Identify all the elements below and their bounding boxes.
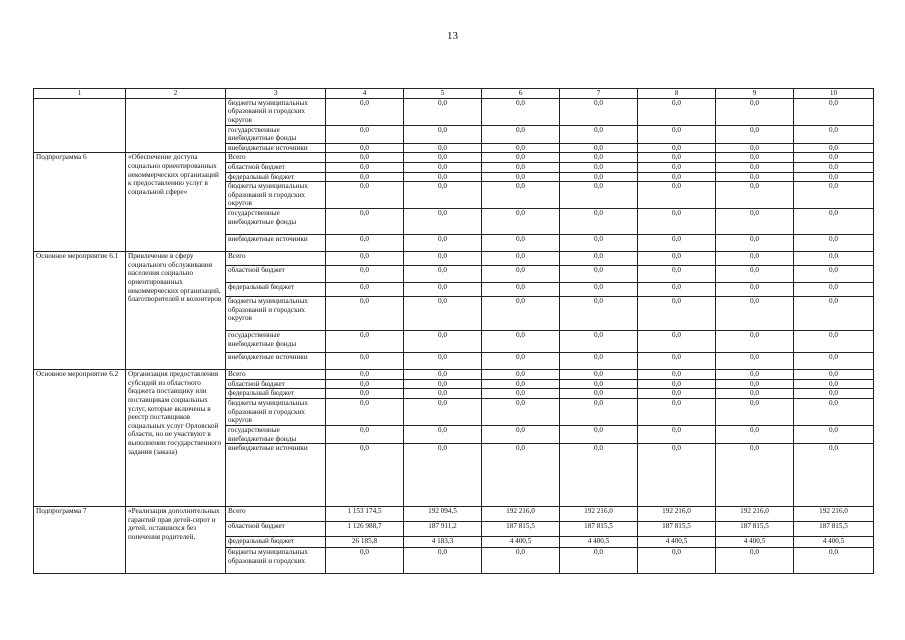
value-cell: 0,0: [560, 389, 638, 399]
value-cell: 4 400,5: [638, 537, 716, 548]
program-name-cell: Подпрограмма 6: [34, 153, 126, 252]
value-cell: 0,0: [326, 425, 404, 443]
value-cell: 187 815,5: [794, 522, 874, 537]
value-cell: 0,0: [404, 98, 482, 125]
value-cell: 192 216,0: [638, 507, 716, 522]
value-cell: 0,0: [794, 162, 874, 172]
value-cell: 0,0: [794, 182, 874, 209]
value-cell: 0,0: [638, 162, 716, 172]
value-cell: 0,0: [638, 331, 716, 353]
value-cell: 187 815,5: [560, 522, 638, 537]
value-cell: 0,0: [482, 425, 560, 443]
funding-source-cell: Всего: [226, 252, 326, 266]
program-title-cell: «Обеспечение доступа социально ориентированных некоммерческих организаций к предоставлению услуг в социальной сфере»: [126, 153, 226, 252]
value-cell: 0,0: [560, 425, 638, 443]
funding-source-cell: федеральный бюджет: [226, 172, 326, 182]
funding-source-cell: внебюджетные источники: [226, 235, 326, 252]
value-cell: 0,0: [794, 548, 874, 574]
value-cell: 0,0: [404, 379, 482, 389]
value-cell: 0,0: [560, 235, 638, 252]
value-cell: 192 094,5: [404, 507, 482, 522]
value-cell: 0,0: [326, 125, 404, 143]
value-cell: 0,0: [638, 125, 716, 143]
value-cell: 0,0: [638, 252, 716, 266]
funding-source-cell: государственные внебюджетные фонды: [226, 209, 326, 235]
value-cell: 0,0: [638, 389, 716, 399]
value-cell: 0,0: [482, 266, 560, 283]
value-cell: 0,0: [482, 398, 560, 425]
value-cell: 0,0: [326, 379, 404, 389]
funding-source-cell: Всего: [226, 370, 326, 380]
value-cell: 0,0: [326, 389, 404, 399]
value-cell: 0,0: [404, 353, 482, 370]
budget-table-wrapper: [33, 88, 873, 574]
value-cell: 0,0: [482, 297, 560, 331]
value-cell: 0,0: [482, 209, 560, 235]
value-cell: 0,0: [794, 353, 874, 370]
value-cell: 0,0: [638, 353, 716, 370]
header-row: [34, 89, 874, 99]
value-cell: 0,0: [794, 297, 874, 331]
value-cell: 0,0: [326, 370, 404, 380]
funding-source-cell: Всего: [226, 153, 326, 163]
value-cell: 0,0: [326, 283, 404, 297]
value-cell: 0,0: [638, 182, 716, 209]
value-cell: 0,0: [482, 370, 560, 380]
value-cell: 0,0: [716, 353, 794, 370]
program-name-cell: [34, 98, 126, 153]
funding-source-cell: государственные внебюджетные фонды: [226, 425, 326, 443]
value-cell: 0,0: [716, 389, 794, 399]
funding-source-cell: Всего: [226, 507, 326, 522]
value-cell: 0,0: [326, 182, 404, 209]
value-cell: 0,0: [794, 398, 874, 425]
value-cell: 0,0: [638, 548, 716, 574]
budget-table: [33, 88, 874, 574]
value-cell: 0,0: [404, 209, 482, 235]
value-cell: 0,0: [716, 398, 794, 425]
value-cell: 0,0: [326, 297, 404, 331]
col-header: 8: [638, 89, 716, 99]
col-header: 2: [126, 89, 226, 99]
value-cell: 0,0: [404, 297, 482, 331]
value-cell: 0,0: [638, 98, 716, 125]
value-cell: 0,0: [794, 235, 874, 252]
value-cell: 0,0: [482, 182, 560, 209]
program-title-cell: «Реализация дополнительных гарантий прав детей-сирот и детей, оставшихся без попечения родителей,: [126, 507, 226, 574]
value-cell: 0,0: [404, 425, 482, 443]
value-cell: 0,0: [482, 389, 560, 399]
value-cell: 0,0: [716, 425, 794, 443]
funding-source-cell: бюджеты муниципальных образований и городских округов: [226, 182, 326, 209]
value-cell: 0,0: [794, 444, 874, 507]
value-cell: 0,0: [560, 398, 638, 425]
value-cell: 0,0: [794, 209, 874, 235]
value-cell: 0,0: [638, 379, 716, 389]
page-number: 13: [447, 30, 458, 42]
value-cell: 0,0: [482, 172, 560, 182]
value-cell: 0,0: [716, 252, 794, 266]
value-cell: 0,0: [638, 143, 716, 153]
value-cell: 0,0: [560, 252, 638, 266]
funding-source-cell: внебюджетные источники: [226, 444, 326, 507]
value-cell: 0,0: [794, 172, 874, 182]
value-cell: 0,0: [560, 379, 638, 389]
table-body: [34, 98, 874, 574]
value-cell: 192 216,0: [716, 507, 794, 522]
value-cell: 0,0: [716, 143, 794, 153]
funding-source-cell: бюджеты муниципальных образований и городских округов: [226, 398, 326, 425]
value-cell: 0,0: [560, 98, 638, 125]
value-cell: 0,0: [404, 143, 482, 153]
value-cell: 0,0: [716, 266, 794, 283]
value-cell: 0,0: [482, 353, 560, 370]
value-cell: 4 183,3: [404, 537, 482, 548]
program-title-cell: Привлечение в сферу социального обслуживания населения социально ориентированных некоммерческих организаций, благотворителей и волонтеров: [126, 252, 226, 370]
value-cell: 0,0: [716, 125, 794, 143]
value-cell: 187 815,5: [716, 522, 794, 537]
table-row: [34, 507, 874, 522]
funding-source-cell: государственные внебюджетные фонды: [226, 125, 326, 143]
value-cell: 0,0: [404, 444, 482, 507]
col-header: 9: [716, 89, 794, 99]
value-cell: 192 216,0: [794, 507, 874, 522]
value-cell: 26 185,8: [326, 537, 404, 548]
value-cell: 0,0: [326, 331, 404, 353]
value-cell: 4 400,5: [482, 537, 560, 548]
value-cell: 0,0: [326, 266, 404, 283]
value-cell: 0,0: [638, 209, 716, 235]
value-cell: 192 216,0: [482, 507, 560, 522]
value-cell: 0,0: [560, 153, 638, 163]
value-cell: 0,0: [560, 182, 638, 209]
value-cell: 0,0: [326, 398, 404, 425]
value-cell: 0,0: [638, 283, 716, 297]
value-cell: 187 815,5: [638, 522, 716, 537]
value-cell: 0,0: [326, 172, 404, 182]
value-cell: 0,0: [794, 252, 874, 266]
funding-source-cell: бюджеты муниципальных образований и городских округов: [226, 98, 326, 125]
col-header: 6: [482, 89, 560, 99]
col-header: 10: [794, 89, 874, 99]
value-cell: 0,0: [716, 548, 794, 574]
value-cell: 0,0: [716, 297, 794, 331]
value-cell: 0,0: [560, 548, 638, 574]
value-cell: 0,0: [716, 235, 794, 252]
value-cell: 0,0: [482, 235, 560, 252]
table-row: [34, 370, 874, 380]
value-cell: 0,0: [326, 353, 404, 370]
funding-source-cell: областной бюджет: [226, 522, 326, 537]
value-cell: 0,0: [716, 209, 794, 235]
program-title-cell: Организация предоставления субсидий из областного бюджета поставщику или поставщикам социальных услуг, которые включены в реестр поставщиков социальных услуг Орловской области, но не участвуют в выполнении государственного задания (заказа): [126, 370, 226, 507]
value-cell: 0,0: [716, 283, 794, 297]
value-cell: 0,0: [794, 125, 874, 143]
value-cell: 0,0: [560, 143, 638, 153]
program-name-cell: Подпрограмма 7: [34, 507, 126, 574]
value-cell: 0,0: [326, 444, 404, 507]
value-cell: 0,0: [326, 98, 404, 125]
value-cell: 187 911,2: [404, 522, 482, 537]
col-header: 7: [560, 89, 638, 99]
value-cell: 192 216,0: [560, 507, 638, 522]
value-cell: 0,0: [482, 283, 560, 297]
value-cell: 0,0: [794, 389, 874, 399]
value-cell: 0,0: [716, 331, 794, 353]
value-cell: 0,0: [560, 331, 638, 353]
value-cell: 0,0: [482, 153, 560, 163]
funding-source-cell: областной бюджет: [226, 162, 326, 172]
value-cell: 4 400,5: [794, 537, 874, 548]
value-cell: 0,0: [560, 444, 638, 507]
value-cell: 1 126 988,7: [326, 522, 404, 537]
value-cell: 0,0: [560, 297, 638, 331]
value-cell: 0,0: [560, 266, 638, 283]
col-header: 4: [326, 89, 404, 99]
value-cell: 0,0: [638, 370, 716, 380]
value-cell: 187 815,5: [482, 522, 560, 537]
value-cell: 4 400,5: [560, 537, 638, 548]
value-cell: 0,0: [794, 283, 874, 297]
funding-source-cell: внебюджетные источники: [226, 143, 326, 153]
funding-source-cell: федеральный бюджет: [226, 537, 326, 548]
funding-source-cell: бюджеты муниципальных образований и городских: [226, 548, 326, 574]
value-cell: 0,0: [716, 182, 794, 209]
value-cell: 0,0: [560, 353, 638, 370]
value-cell: 0,0: [560, 162, 638, 172]
value-cell: 0,0: [638, 444, 716, 507]
value-cell: 0,0: [482, 98, 560, 125]
col-header: 5: [404, 89, 482, 99]
value-cell: 0,0: [482, 444, 560, 507]
value-cell: 0,0: [326, 143, 404, 153]
value-cell: 0,0: [404, 235, 482, 252]
program-name-cell: Основное мероприятие 6.2: [34, 370, 126, 507]
value-cell: 0,0: [638, 266, 716, 283]
value-cell: 0,0: [794, 379, 874, 389]
funding-source-cell: внебюджетные источники: [226, 353, 326, 370]
value-cell: 0,0: [482, 548, 560, 574]
value-cell: 0,0: [404, 370, 482, 380]
value-cell: 0,0: [638, 172, 716, 182]
value-cell: 0,0: [716, 444, 794, 507]
value-cell: 0,0: [794, 266, 874, 283]
funding-source-cell: бюджеты муниципальных образований и городских округов: [226, 297, 326, 331]
value-cell: 0,0: [404, 252, 482, 266]
value-cell: 0,0: [716, 370, 794, 380]
value-cell: 0,0: [560, 172, 638, 182]
program-name-cell: Основное мероприятие 6.1: [34, 252, 126, 370]
value-cell: 0,0: [482, 252, 560, 266]
value-cell: 0,0: [560, 125, 638, 143]
value-cell: 4 400,5: [716, 537, 794, 548]
value-cell: 0,0: [716, 162, 794, 172]
value-cell: 0,0: [482, 162, 560, 172]
value-cell: 0,0: [404, 172, 482, 182]
value-cell: 0,0: [716, 153, 794, 163]
value-cell: 0,0: [716, 379, 794, 389]
value-cell: 1 153 174,5: [326, 507, 404, 522]
value-cell: 0,0: [716, 172, 794, 182]
value-cell: 0,0: [794, 98, 874, 125]
value-cell: 0,0: [638, 398, 716, 425]
value-cell: 0,0: [482, 125, 560, 143]
value-cell: 0,0: [404, 266, 482, 283]
value-cell: 0,0: [326, 162, 404, 172]
value-cell: 0,0: [404, 548, 482, 574]
value-cell: 0,0: [326, 209, 404, 235]
value-cell: 0,0: [794, 425, 874, 443]
funding-source-cell: федеральный бюджет: [226, 389, 326, 399]
table-row: [34, 153, 874, 163]
funding-source-cell: федеральный бюджет: [226, 283, 326, 297]
value-cell: 0,0: [560, 283, 638, 297]
value-cell: 0,0: [404, 125, 482, 143]
value-cell: 0,0: [404, 153, 482, 163]
col-header: 3: [226, 89, 326, 99]
value-cell: 0,0: [794, 153, 874, 163]
value-cell: 0,0: [794, 331, 874, 353]
value-cell: 0,0: [716, 98, 794, 125]
value-cell: 0,0: [482, 143, 560, 153]
value-cell: 0,0: [638, 153, 716, 163]
value-cell: 0,0: [638, 297, 716, 331]
value-cell: 0,0: [638, 235, 716, 252]
funding-source-cell: областной бюджет: [226, 379, 326, 389]
funding-source-cell: областной бюджет: [226, 266, 326, 283]
value-cell: 0,0: [404, 331, 482, 353]
value-cell: 0,0: [482, 331, 560, 353]
value-cell: 0,0: [794, 143, 874, 153]
funding-source-cell: государственные внебюджетные фонды: [226, 331, 326, 353]
value-cell: 0,0: [404, 398, 482, 425]
value-cell: 0,0: [326, 235, 404, 252]
value-cell: 0,0: [560, 370, 638, 380]
program-title-cell: [126, 98, 226, 153]
value-cell: 0,0: [326, 153, 404, 163]
value-cell: 0,0: [560, 209, 638, 235]
value-cell: 0,0: [482, 379, 560, 389]
value-cell: 0,0: [794, 370, 874, 380]
value-cell: 0,0: [326, 252, 404, 266]
value-cell: 0,0: [404, 389, 482, 399]
table-row: [34, 252, 874, 266]
value-cell: 0,0: [404, 283, 482, 297]
value-cell: 0,0: [404, 182, 482, 209]
col-header: 1: [34, 89, 126, 99]
value-cell: 0,0: [404, 162, 482, 172]
table-row: [34, 98, 874, 125]
value-cell: 0,0: [326, 548, 404, 574]
value-cell: 0,0: [638, 425, 716, 443]
